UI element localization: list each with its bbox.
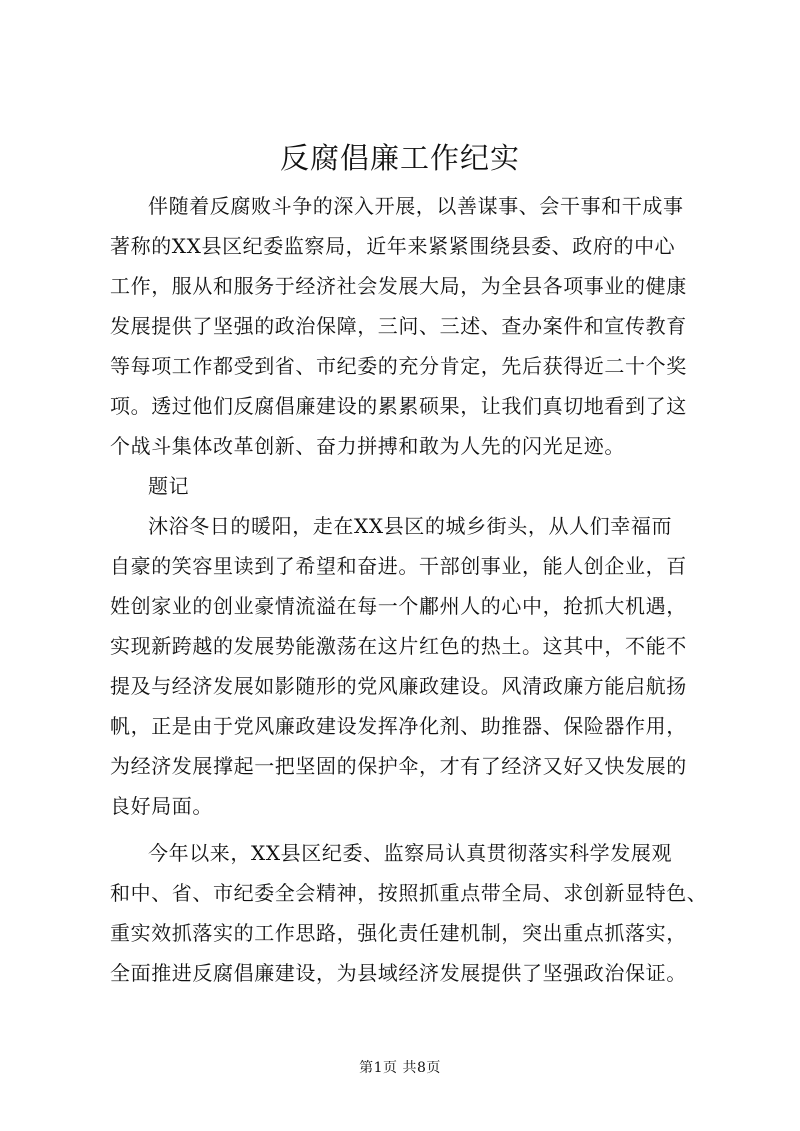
paragraph2-line: 自豪的笑容里读到了希望和奋进。干部创事业，能人创企业，百	[110, 554, 687, 578]
paragraph3-line: 全面推进反腐倡廉建设，为县域经济发展提供了坚强政治保证。	[110, 961, 687, 985]
paragraph1-line: 等每项工作都受到省、市纪委的充分肯定，先后获得近二十个奖	[110, 354, 687, 378]
paragraph3-line: 今年以来，XX县区纪委、监察局认真贯彻落实科学发展观	[148, 841, 673, 865]
paragraph2-line: 帆，正是由于党风廉政建设发挥净化剂、助推器、保险器作用，	[110, 714, 687, 738]
paragraph2-line: 为经济发展撑起一把坚固的保护伞，才有了经济又好又快发展的	[110, 754, 687, 778]
paragraph3-line: 和中、省、市纪委全会精神，按照抓重点带全局、求创新显特色、	[110, 881, 708, 905]
paragraph1-line: 著称的XX县区纪委监察局，近年来紧紧围绕县委、政府的中心	[110, 234, 676, 258]
paragraph2-line: 良好局面。	[110, 794, 213, 818]
paragraph1-line: 项。透过他们反腐倡廉建设的累累硕果，让我们真切地看到了这	[110, 394, 687, 418]
page-number: 第1页 共8页	[359, 1060, 441, 1076]
paragraph1-line: 发展提供了坚强的政治保障，三问、三述、查办案件和宣传教育	[110, 314, 687, 338]
paragraph1-line: 工作，服从和服务于经济社会发展大局，为全县各项事业的健康	[110, 274, 687, 298]
paragraph2-line: 沐浴冬日的暖阳，走在XX县区的城乡街头，从人们幸福而	[148, 514, 673, 538]
epigraph-label: 题记	[148, 474, 190, 498]
document-title: 反腐倡廉工作纪实	[279, 141, 520, 175]
paragraph3-line: 重实效抓落实的工作思路，强化责任建机制，突出重点抓落实，	[110, 921, 687, 945]
paragraph1-line: 个战斗集体改革创新、奋力拼搏和敢为人先的闪光足迹。	[110, 434, 625, 458]
paragraph2-line: 实现新跨越的发展势能激荡在这片红色的热土。这其中，不能不	[110, 634, 687, 658]
paragraph2-line: 提及与经济发展如影随形的党风廉政建设。风清政廉方能启航扬	[110, 674, 687, 698]
paragraph2-line: 姓创家业的创业豪情流溢在每一个鄘州人的心中，抢抓大机遇，	[110, 594, 687, 618]
paragraph1-line: 伴随着反腐败斗争的深入开展，以善谋事、会干事和干成事	[148, 194, 684, 218]
